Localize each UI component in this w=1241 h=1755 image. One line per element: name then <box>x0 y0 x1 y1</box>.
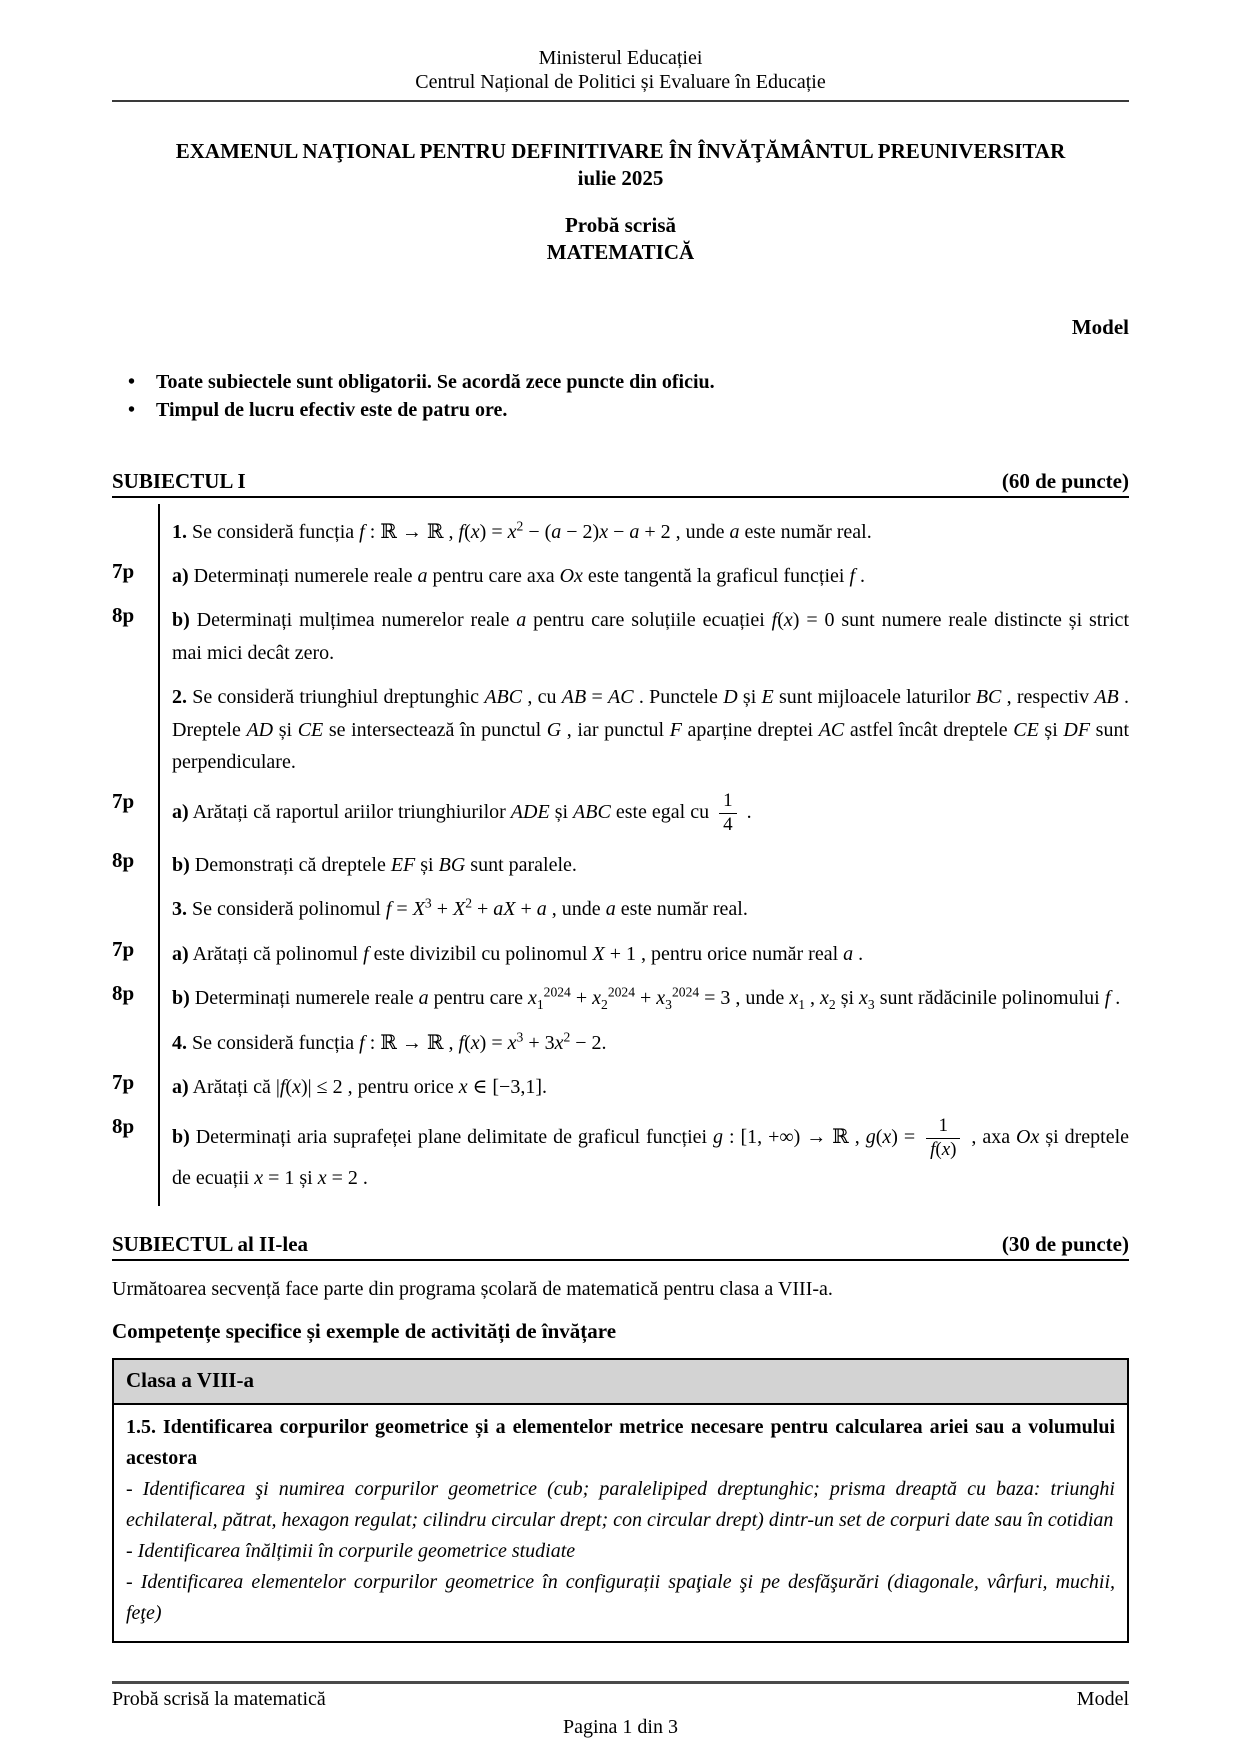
text-segment: este număr real. <box>739 520 872 543</box>
curriculum-bold-item: 1.5. Identificarea corpurilor geometrice și a elementelor metrice necesare pentru calcularea ariei sau a volumului acestora <box>126 1416 1115 1470</box>
page-number: Pagina 1 din 3 <box>563 1716 678 1738</box>
text-segment: x <box>554 1031 564 1054</box>
text-segment: Determinați aria suprafeței plane delimitate de graficul funcției <box>189 1126 714 1149</box>
text-segment: ( <box>285 1075 293 1098</box>
text-segment: 1 <box>938 1115 949 1137</box>
text-segment: astfel încât dreptele <box>844 718 1014 741</box>
text-segment: 1. <box>172 520 187 543</box>
text-segment: Ox <box>1016 1126 1040 1149</box>
text-segment: CE <box>297 718 324 741</box>
text-segment: Arătați că | <box>188 1075 280 1098</box>
text-segment: a) <box>172 565 189 588</box>
problem-row <box>112 598 1129 675</box>
text-segment: F <box>669 718 682 741</box>
text-segment: x <box>470 520 480 543</box>
text-segment: x <box>941 1139 951 1161</box>
text-segment: = 2 . <box>326 1166 368 1189</box>
text-segment: DF <box>1063 718 1091 741</box>
text-segment: sunt rădăcinile polinomului <box>874 987 1105 1010</box>
problem-row <box>112 887 1129 931</box>
subject2-points: (30 de puncte) <box>1001 1232 1129 1257</box>
text-segment: x <box>317 1166 327 1189</box>
problem-text <box>158 598 1129 675</box>
text-segment: a <box>843 942 854 965</box>
text-segment: . <box>741 801 752 824</box>
problem-row <box>112 675 1129 784</box>
text-segment: a <box>551 520 562 543</box>
problem-text: b) Determinați numerele reale a pentru care $x_1^{2024} + x_2^{2024} + x_3^{2024} = 3$ , unde $x_1$ , $x_2$ și $x_3$ sunt rădăcinile polinomului f . <box>158 976 1129 1020</box>
text-segment: g <box>865 1126 876 1149</box>
text-segment: f <box>930 1139 936 1161</box>
text-segment: a) <box>172 1075 189 1098</box>
header-center-name: Centrul Național de Politici și Evaluare în Educație <box>415 71 826 94</box>
proba-block <box>112 212 1129 265</box>
problem-row <box>112 554 1129 598</box>
text-segment: ( <box>777 609 784 632</box>
subject1-header <box>112 469 1129 498</box>
text-segment: + <box>515 898 537 921</box>
text-segment: a <box>536 898 547 921</box>
text-segment: și <box>1038 718 1064 741</box>
text-segment: f <box>359 1031 365 1054</box>
text-segment: Determinați numerele reale <box>189 987 419 1010</box>
text-segment: x <box>592 987 602 1010</box>
subject-name: MATEMATICĂ <box>546 239 695 264</box>
text-segment: f <box>458 1031 465 1054</box>
text-segment: BC <box>975 686 1002 709</box>
text-segment: X <box>453 898 466 921</box>
text-segment: = 1 și <box>263 1166 318 1189</box>
exam-session: iulie 2025 <box>577 166 664 191</box>
problem-text <box>158 554 1129 598</box>
problem-text <box>158 843 1129 887</box>
text-segment: − 2. <box>570 1031 607 1054</box>
text-segment: și <box>273 718 298 741</box>
text-segment: CE <box>1013 718 1039 741</box>
text-segment: : [1, +∞) → ℝ , <box>723 1126 866 1149</box>
text-segment: AB <box>1094 686 1119 709</box>
text-segment: , <box>805 987 820 1010</box>
footer-right: Model <box>1076 1688 1129 1710</box>
text-segment: a) <box>172 801 189 824</box>
exam-title-block <box>112 138 1129 193</box>
points-label <box>112 504 158 554</box>
points-label: 8p <box>112 1114 135 1139</box>
text-segment: și <box>835 987 860 1010</box>
text-segment: X <box>592 942 605 965</box>
problem-row <box>112 843 1129 887</box>
text-segment: x <box>254 1166 264 1189</box>
text-segment: X <box>412 898 425 921</box>
text-segment: ) = 0 sunt numere reale distincte și strict mai mici decât zero. <box>172 609 1129 664</box>
text-segment: și <box>549 801 574 824</box>
curriculum-table-body <box>114 1405 1127 1641</box>
text-segment: g <box>713 1126 724 1149</box>
points-label: 8p <box>112 603 135 628</box>
problem-text <box>158 784 1129 843</box>
text-segment: = <box>391 898 413 921</box>
subject2-header <box>112 1232 1129 1261</box>
text-segment: și <box>737 686 762 709</box>
text-segment: EF <box>390 853 416 876</box>
curriculum-item: - Identificarea înălțimii în corpurile geometrice studiate <box>126 1540 576 1563</box>
text-segment: 4. <box>172 1031 187 1054</box>
text-segment: se intersectează în punctul <box>323 718 547 741</box>
text-segment: + 1 , pentru orice număr real <box>604 942 844 965</box>
curriculum-table <box>112 1358 1129 1643</box>
problem-row <box>112 976 1129 1020</box>
text-segment: Determinați mulțimea numerelor reale <box>189 609 517 632</box>
text-segment: f <box>458 520 465 543</box>
text-segment: Ox <box>559 565 583 588</box>
problem-row <box>112 1109 1129 1206</box>
text-segment: , unde <box>546 898 606 921</box>
text-segment: f <box>771 609 778 632</box>
exam-title: EXAMENUL NAŢIONAL PENTRU DEFINITIVARE ÎN ÎNVĂŢĂMÂNTUL PREUNIVERSITAR <box>175 138 1066 163</box>
text-segment: Arătați că raportul ariilor triunghiurilor <box>188 801 511 824</box>
text-segment: b) <box>172 609 190 632</box>
points-label: 7p <box>112 1069 135 1094</box>
problem-text: 1. Se consideră funcția f : ℝ → ℝ , $f(x) = x^2 - (a - 2)x - a + 2$ , unde a este număr real. <box>158 504 1129 554</box>
text-segment: este număr real. <box>615 898 748 921</box>
text-segment: E <box>761 686 774 709</box>
text-segment: BG <box>438 853 466 876</box>
problem-row <box>112 504 1129 554</box>
text-segment: f <box>279 1075 286 1098</box>
text-segment: 3. <box>172 898 187 921</box>
text-segment: este tangentă la graficul funcției <box>582 565 850 588</box>
text-segment: pentru care soluțiile ecuației <box>526 609 772 632</box>
text-segment: sunt paralele. <box>465 853 577 876</box>
fraction <box>719 790 737 837</box>
text-segment: , respectiv <box>1001 686 1095 709</box>
text-segment: + <box>635 987 657 1010</box>
points-label <box>112 675 158 784</box>
text-segment: D <box>723 686 738 709</box>
text-segment: ) <box>950 1139 957 1161</box>
text-segment: este egal cu <box>610 801 715 824</box>
subject1-points: (60 de puncte) <box>1001 468 1129 493</box>
text-segment: sunt perpendiculare. <box>172 718 1130 773</box>
curriculum-item: - Identificarea şi numirea corpurilor geometrice (cub; paralelipiped dreptunghic; prisma dreaptă cu baza: triunghi echilateral, pătrat, hexagon regulat; cilindru circular drept; con circular drept) dintr-un set de corpuri date sau în cotidian <box>126 1478 1115 1532</box>
text-segment: + <box>570 987 593 1010</box>
text-segment: . Dreptele <box>172 686 1130 741</box>
text-segment: . <box>853 942 864 965</box>
problem-row <box>112 1021 1129 1065</box>
text-segment: x <box>507 1031 517 1054</box>
page-footer <box>112 1681 1129 1739</box>
text-segment: x <box>527 987 537 1010</box>
text-segment: x <box>656 987 666 1010</box>
text-segment: + <box>431 898 453 921</box>
text-segment: x <box>859 987 868 1010</box>
text-segment: , iar punctul <box>561 718 670 741</box>
text-segment: + 2 , unde <box>639 520 730 543</box>
text-segment: x <box>820 987 829 1010</box>
text-segment: f <box>849 565 856 588</box>
text-segment: Se consideră polinomul <box>187 898 386 921</box>
text-segment: )| ≤ 2 , pentru orice <box>300 1075 459 1098</box>
text-segment: x <box>783 609 793 632</box>
text-segment: 2. <box>172 686 187 709</box>
text-segment: a <box>629 520 640 543</box>
text-segment: Determinați numerele reale <box>188 565 418 588</box>
text-segment: + <box>472 898 494 921</box>
text-segment: a <box>729 520 740 543</box>
text-segment: = <box>586 686 608 709</box>
text-segment: ( <box>875 1126 883 1149</box>
problem-text <box>158 675 1129 784</box>
text-segment: ABC <box>573 801 611 824</box>
header-ministry: Ministerul Educației <box>538 47 703 69</box>
points-label: 7p <box>112 559 135 584</box>
text-segment: x <box>292 1075 301 1098</box>
footer-rule <box>112 1681 1129 1711</box>
problem-text <box>158 932 1129 976</box>
text-segment: . <box>855 565 866 588</box>
text-segment: ) = <box>891 1126 922 1149</box>
text-segment: x <box>470 1031 480 1054</box>
model-label: Model <box>1071 314 1129 339</box>
exam-note: • Timpul de lucru efectiv este de patru ore. <box>112 396 1129 424</box>
points-label: 7p <box>112 936 135 961</box>
text-segment: b) <box>172 987 190 1010</box>
text-segment: pentru care axa <box>427 565 560 588</box>
text-segment: a <box>417 565 428 588</box>
text-segment: ( <box>464 520 471 543</box>
points-label: 8p <box>112 847 135 872</box>
text-segment: a <box>605 898 616 921</box>
text-segment: a <box>516 609 527 632</box>
problem-row <box>112 932 1129 976</box>
text-segment: : ℝ → ℝ , <box>364 520 459 543</box>
text-segment: 4 <box>723 814 733 836</box>
points-label <box>112 1021 158 1065</box>
text-segment: Demonstrați că dreptele <box>189 853 391 876</box>
text-segment: x <box>789 987 799 1010</box>
text-segment: Arătați că polinomul <box>188 942 364 965</box>
text-segment: Se consideră triunghiul dreptunghic <box>187 686 485 709</box>
text-segment: este divizibil cu polinomul <box>368 942 593 965</box>
curriculum-table-header: Clasa a VIII-a <box>114 1360 1127 1405</box>
subject1-title: SUBIECTUL I <box>112 468 246 493</box>
text-segment: = 3 , unde <box>699 987 790 1010</box>
text-segment: , axa <box>965 1126 1017 1149</box>
text-segment: f <box>385 898 392 921</box>
text-segment: Se consideră funcția <box>187 1031 360 1054</box>
text-segment: sunt mijloacele laturilor <box>773 686 976 709</box>
text-segment: ∈ [−3,1]. <box>467 1075 547 1098</box>
text-segment: b) <box>172 1126 190 1149</box>
problem-row <box>112 1065 1129 1109</box>
text-segment: ) = <box>479 1031 508 1054</box>
text-segment: ( <box>935 1139 942 1161</box>
text-segment: − <box>608 520 630 543</box>
fraction <box>926 1115 960 1162</box>
points-label: 7p <box>112 789 135 814</box>
text-segment: f <box>1104 987 1111 1010</box>
text-segment: AB <box>561 686 587 709</box>
text-segment: aX <box>493 898 516 921</box>
text-segment: 1 <box>723 790 733 812</box>
text-segment: : ℝ → ℝ , <box>364 1031 459 1054</box>
text-segment: ) = <box>479 520 508 543</box>
curriculum-item: - Identificarea elementelor corpurilor geometrice în configurații spaţiale şi pe desfăşurări (diagonale, vârfuri, muchii, feţe) <box>126 1571 1115 1625</box>
text-segment: x <box>882 1126 892 1149</box>
problem-text: 3. Se consideră polinomul $f = X^3 + X^2$ + aX + a , unde a este număr real. <box>158 887 1129 931</box>
text-segment: și dreptele de ecuații <box>172 1126 1130 1189</box>
footer-left: Probă scrisă la matematică <box>112 1688 326 1710</box>
text-segment: x <box>458 1075 468 1098</box>
text-segment: G <box>546 718 562 741</box>
text-segment: ( <box>464 1031 471 1054</box>
text-segment: − ( <box>523 520 552 543</box>
text-segment: pentru care <box>428 987 528 1010</box>
points-label <box>112 887 158 931</box>
text-segment: a <box>418 987 429 1010</box>
problem-text: 4. Se consideră funcția f : ℝ → ℝ , $f(x) = x^3 + 3x^2 - 2$. <box>158 1021 1129 1065</box>
text-segment: AC <box>818 718 845 741</box>
text-segment: x <box>599 520 609 543</box>
text-segment: AD <box>246 718 274 741</box>
text-segment: x <box>507 520 517 543</box>
subject1-problems <box>112 504 1129 1207</box>
text-segment: ADE <box>510 801 550 824</box>
proba-label: Probă scrisă <box>564 213 677 238</box>
exam-note: • Toate subiectele sunt obligatorii. Se acordă zece puncte din oficiu. <box>112 368 1129 396</box>
text-segment: f <box>363 942 369 965</box>
subject2-title: SUBIECTUL al II-lea <box>112 1232 309 1257</box>
text-segment: Se consideră funcția <box>187 520 360 543</box>
text-segment: f <box>359 520 365 543</box>
problem-text <box>158 1065 1129 1109</box>
text-segment: − 2) <box>561 520 600 543</box>
curriculum-items <box>126 1474 1115 1629</box>
subject2-intro: Următoarea secvență face parte din programa școlară de matematică pentru clasa a VIII-a. <box>112 1278 833 1301</box>
text-segment: a) <box>172 942 189 965</box>
text-segment: , cu <box>522 686 562 709</box>
competente-heading: Competențe specifice și exemple de activități de învățare <box>112 1319 617 1344</box>
text-segment: AC <box>608 686 634 709</box>
text-segment: . Punctele <box>633 686 724 709</box>
problem-row <box>112 784 1129 843</box>
document-header <box>112 46 1129 102</box>
exam-notes <box>112 368 1129 425</box>
text-segment: + 3 <box>523 1031 555 1054</box>
problem-text <box>158 1109 1129 1206</box>
text-segment: aparține dreptei <box>681 718 819 741</box>
text-segment: ABC <box>484 686 523 709</box>
text-segment: . <box>1110 987 1121 1010</box>
text-segment: și <box>415 853 439 876</box>
points-label: 8p <box>112 981 135 1006</box>
text-segment: b) <box>172 853 190 876</box>
